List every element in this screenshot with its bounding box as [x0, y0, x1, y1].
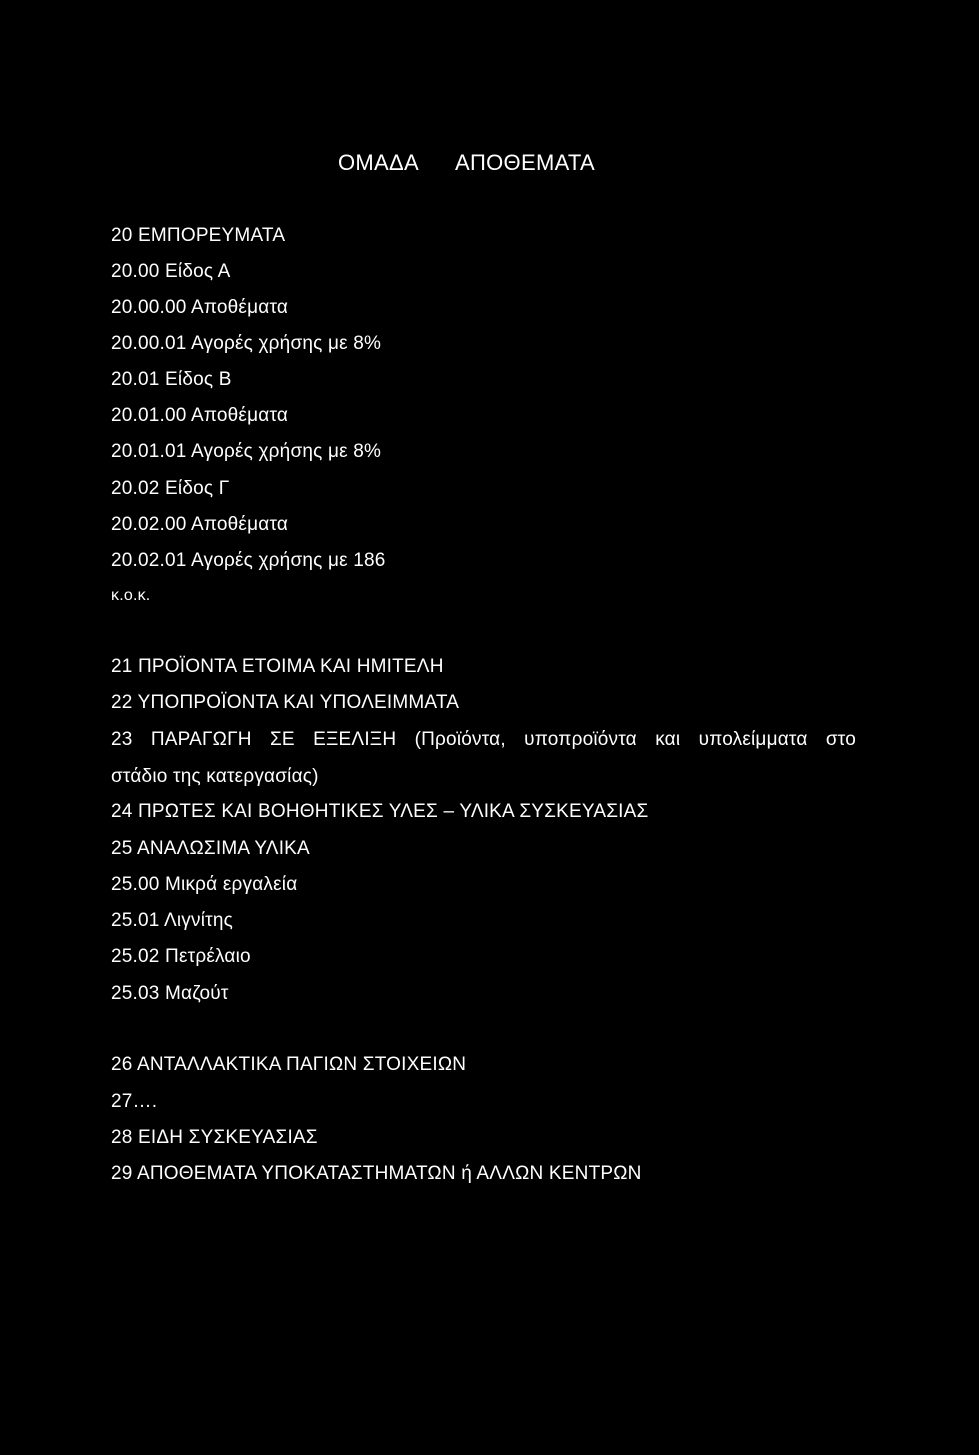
account-line-27: 27…. — [111, 1091, 158, 1112]
page-title — [338, 150, 595, 176]
account-line-22: 22 ΥΠΟΠΡΟΪΟΝΤΑ ΚΑΙ ΥΠΟΛΕΙΜΜΑΤΑ — [111, 692, 460, 713]
account-line-24: 24 ΠΡΩΤΕΣ ΚΑΙ ΒΟΗΘΗΤΙΚΕΣ ΥΛΕΣ – ΥΛΙΚΑ ΣΥΣΚΕΥΑΣΙΑΣ — [111, 801, 649, 822]
account-line-20-02: 20.02 Είδος Γ — [111, 478, 230, 499]
account-line-25-03: 25.03 Μαζούτ — [111, 983, 229, 1004]
account-line-23: 23 ΠΑΡΑΓΩΓΗ ΣΕ ΕΞΕΛΙΞΗ (Προϊόντα, υποπροϊόντα και υπολείμματα στο — [111, 729, 856, 750]
account-line-25-00: 25.00 Μικρά εργαλεία — [111, 874, 298, 895]
account-line-28: 28 ΕΙΔΗ ΣΥΣΚΕΥΑΣΙΑΣ — [111, 1127, 318, 1148]
account-line-23-continued: στάδιο της κατεργασίας) — [111, 766, 319, 787]
account-line-20-00-01: 20.00.01 Αγορές χρήσης με 8% — [111, 333, 382, 354]
account-line-20-01-01: 20.01.01 Αγορές χρήσης με 8% — [111, 441, 382, 462]
title-group-label: ΟΜΑΔΑ — [338, 150, 419, 175]
account-line-25-01: 25.01 Λιγνίτης — [111, 910, 233, 931]
account-line-20-00-00: 20.00.00 Αποθέματα — [111, 297, 289, 318]
account-line-29: 29 ΑΠΟΘΕΜΑΤΑ ΥΠΟΚΑΤΑΣΤΗΜΑΤΩΝ ή ΑΛΛΩΝ ΚΕΝΤΡΩΝ — [111, 1163, 642, 1184]
etc-line: κ.ο.κ. — [111, 587, 151, 604]
title-group-name: ΑΠΟΘΕΜΑΤΑ — [454, 150, 595, 175]
account-line-25: 25 ΑΝΑΛΩΣΙΜΑ ΥΛΙΚΑ — [111, 838, 310, 859]
account-line-20: 20 ΕΜΠΟΡΕΥΜΑΤΑ — [111, 225, 286, 246]
account-line-25-02: 25.02 Πετρέλαιο — [111, 946, 251, 967]
account-line-20-02-00: 20.02.00 Αποθέματα — [111, 514, 289, 535]
account-line-21: 21 ΠΡΟΪΟΝΤΑ ΕΤΟΙΜΑ ΚΑΙ ΗΜΙΤΕΛΗ — [111, 656, 444, 677]
account-line-26: 26 ΑΝΤΑΛΛΑΚΤΙΚΑ ΠΑΓΙΩΝ ΣΤΟΙΧΕΙΩΝ — [111, 1054, 467, 1075]
account-line-20-01-00: 20.01.00 Αποθέματα — [111, 405, 289, 426]
account-line-20-00: 20.00 Είδος Α — [111, 261, 231, 282]
account-line-20-02-01: 20.02.01 Αγορές χρήσης με 186 — [111, 550, 386, 571]
account-line-20-01: 20.01 Είδος Β — [111, 369, 232, 390]
